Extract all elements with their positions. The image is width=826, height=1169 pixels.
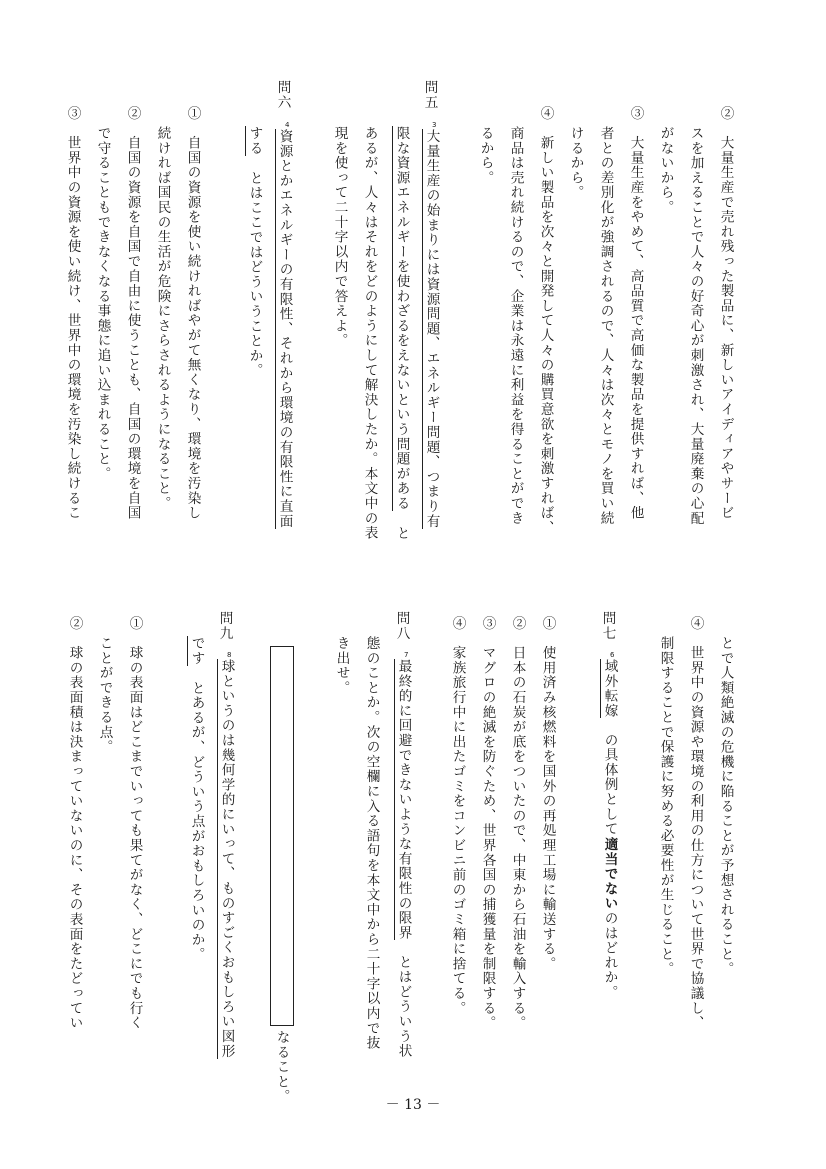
q8-answer-suffix: なること。 [273,1030,290,1104]
q7-underlined-term: 域外転嫁 [601,659,618,719]
q9-line-2 [187,636,203,962]
q8-line-3: き出せ。 [333,636,350,696]
q5-number: 問五 [421,80,438,110]
q6-line-1 [275,122,291,529]
q6-marker: 4 [284,121,291,129]
q5-line-3: あるが、人々はそれをどのようにして解決したか。本文中の表 [361,126,378,541]
q7-choice-1: ① 使用済み核燃料を国外の再処理工場に輸送する。 [539,616,556,972]
q8-line-1 [394,652,410,1059]
q4-choice-2-line-1: ② 大量生産で売れ残った製品に、新しいアイディアやサービ [717,106,734,521]
q7-choice-4: ④ 家族旅行中に出たゴミをコンビニ前のゴミ箱に捨てる。 [449,616,466,1016]
q6-choice-4-line-1: ④ 世界中の資源や環境の利用の仕方について世界で協議し、 [687,616,704,1031]
q5-underlined-quote: 大量生産の始まりには資源問題、エネルギー問題、つまり有 [423,129,440,529]
q4-choice-4-line-2: 商品は売れ続けるので、企業は永遠に利益を得ることができ [507,126,524,526]
q7-question-emphasis: 適当でない [601,836,618,911]
q7-number: 問七 [599,611,616,641]
q7-marker: 6 [609,651,616,659]
q7-question [600,652,616,999]
q8-line-2: 態のことか。次の空欄に入る語句を本文中から二十字以内で抜 [363,636,380,1051]
q9-line-2-rest: とあるが、どういう点がおもしろいのか。 [188,665,205,962]
q6-choice-2-line-1: ② 自国の資源を自国で自由に使うことも、自国の環境を自国 [124,106,141,521]
q5-line-2-rest: と [393,510,410,541]
q4-choice-4-line-3: るから。 [477,126,494,186]
q8-answer-box[interactable] [270,646,294,1026]
q9-underlined-quote-cont: です [188,636,205,666]
q9-line-1 [217,652,233,1059]
q6-choice-2-line-2: で守ることもできなくなる事態に追い込まれること。 [94,126,111,482]
q6-number: 問六 [274,80,291,110]
q8-marker: 7 [403,651,410,659]
q6-choice-4-line-2: 制限することで保護に努める必要性が生じること。 [657,636,674,977]
q9-marker: 8 [226,651,233,659]
q8-line-1-rest: とはどういう状 [395,940,412,1059]
q9-choice-2-line-1: ② 球の表面積は決まっていないのに、その表面をたどってい [66,616,83,1031]
q9-choice-1-line-1: ① 球の表面はどこまでいっても果てがなく、どこにでも行く [126,616,143,1031]
q7-choice-2: ② 日本の石炭が底をついたので、中東から石油を輸入する。 [509,616,526,1031]
q5-line-4: 現を使って二十字以内で答えよ。 [331,126,348,348]
q7-question-pre: の具体例として [601,718,618,837]
q6-choice-1-line-2: 続ければ国民の生活が危険にさらされるようになること。 [154,126,171,511]
q6-line-2-rest: とはここではどういうことか。 [246,155,263,378]
page-number: － 13 － [385,1097,441,1113]
q4-choice-2-line-2: スを加えることで人々の好奇心が刺激され、大量廃棄の心配 [687,126,704,526]
q4-choice-2-line-3: がないから。 [657,126,674,215]
q8-number: 問八 [393,611,410,641]
q5-marker: 3 [431,121,438,129]
q5-line-1 [422,122,438,529]
q4-choice-3-line-3: けるから。 [567,126,584,200]
q6-underlined-quote: 資源とかエネルギーの有限性、それから環境の有限性に直面 [276,129,293,529]
q7-question-post: のはどれか。 [601,910,618,1000]
q5-underlined-quote-cont: 限な資源エネルギーを使わざるをえないという問題がある [393,126,410,511]
q4-choice-3-line-2: 者との差別化が強調されるので、人々は次々とモノを買い続 [597,126,614,526]
q4-choice-3-line-1: ③ 大量生産をやめて、高品質で高価な製品を提供すれば、他 [627,106,644,521]
q8-underlined-quote: 最終的に回避できないような有限性の限界 [395,659,412,941]
q9-underlined-quote: 球というのは幾何学的にいって、ものすごくおもしろい図形 [218,659,235,1059]
q9-choice-1-line-2: ことができる点。 [96,636,113,755]
q6-line-2 [245,126,261,378]
q5-line-2 [392,126,408,540]
q6-underlined-quote-cont: する [246,126,263,156]
q4-choice-4-line-1: ④ 新しい製品を次々と開発して人々の購買意欲を刺激すれば、 [537,106,554,536]
q6-choice-3-line-2: とで人類絶滅の危機に陥ることが予想されること。 [717,636,734,977]
q7-choice-3: ③ マグロの絶滅を防ぐため、世界各国の捕獲量を制限する。 [479,616,496,1031]
q9-number: 問九 [216,611,233,641]
q6-choice-1-line-1: ① 自国の資源を使い続ければやがて無くなり、環境を汚染し [184,106,201,521]
q6-choice-3-line-1: ③ 世界中の資源を使い続け、世界中の環境を汚染し続けるこ [64,106,81,521]
